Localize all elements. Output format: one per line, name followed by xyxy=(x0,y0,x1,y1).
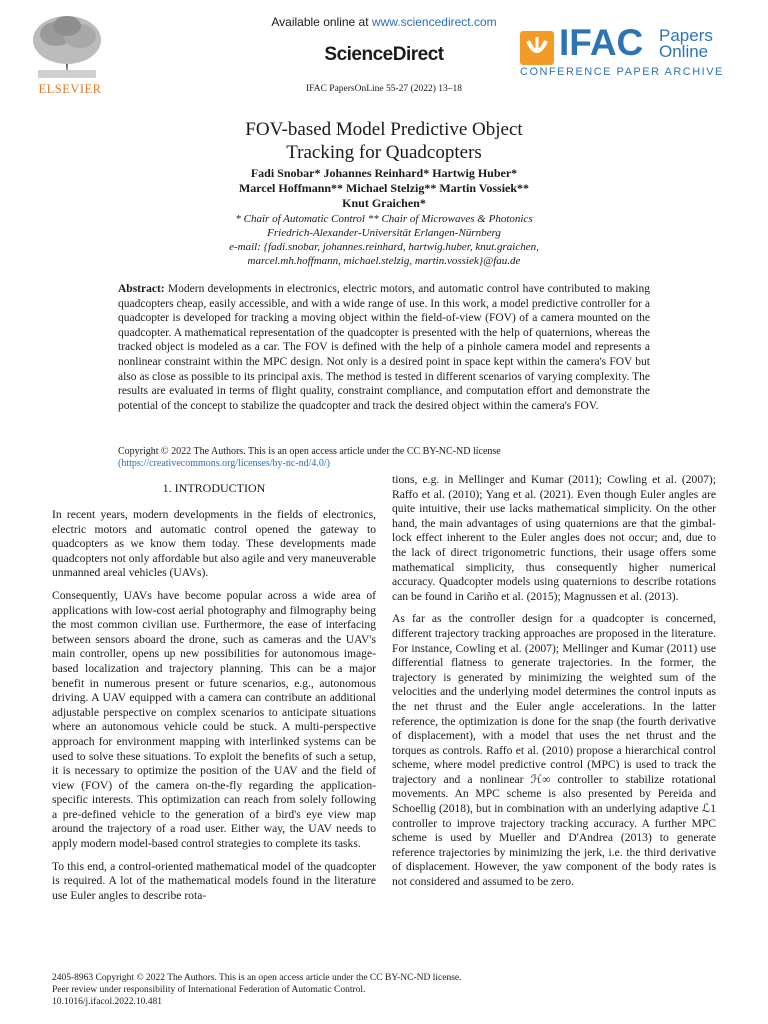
paper-title: FOV-based Model Predictive Object Tracking for Quadcopters xyxy=(245,119,523,163)
section-heading: 1. INTRODUCTION xyxy=(162,481,266,495)
ifac-wordmark: IFAC xyxy=(559,22,644,63)
ifac-emblem-icon xyxy=(520,31,554,65)
paragraph: In recent years, modern developments in the fields of electronics, electric motors and automatic control opened the gateway to quadcopters as we know them today. These developments made quadcopters not only affordable but also agile and very maneuverable unmanned areal vehicles (UAVs). xyxy=(52,508,376,580)
left-column xyxy=(52,508,376,911)
page-footer: 2405-8963 Copyright © 2022 The Authors. This is an open access article under the CC BY-NC-ND license. Peer review under responsibility of International Federation of Automatic Control. 10.1016/j.ifacol.2022.10.481 xyxy=(52,973,462,1007)
paragraph: As far as the controller design for a quadcopter is concerned, different trajectory tracking approaches are proposed in the literature. For instance, Cowling et al. (2007); Mellinger and Kumar (2011) use differential flatness to generate trajectories. In the former, the trajectory is generated by minimizing the weighted sum of the velocities and the underlying model determines the control inputs as the net thrust and the Euler angle accelerations. In the latter reference, the optimization is done for the snap (the fourth derivative of displacement), with a model that uses the net thrust and the torques as controls. Raffo et al. (2010) propose a hierarchical control scheme, where model predictive control (MPC) is used to track the trajectory and a nonlinear ℋ∞ controller to stabilize rotational movements. An MPC scheme is also presented by Pereida and Schoellig (2018), but in combination with an underlying adaptive ℒ1 controller to improve trajectory tracking accuracy. A further MPC scheme is used by Mueller and D'Andrea (2013) to generate reference trajectories by minimizing the jerk, i.e. the third derivative of displacement. However, the yaw component of the body rates is not considered and assumed to be zero. xyxy=(392,612,716,889)
ifac-archive-label: CONFERENCE PAPER ARCHIVE xyxy=(520,66,724,78)
abstract-label: Abstract: xyxy=(118,283,165,295)
license-link[interactable]: (https://creativecommons.org/licenses/by-nc-nd/4.0/) xyxy=(118,458,330,469)
paragraph: To this end, a control-oriented mathematical model of the quadcopter is required. A lot of the mathematical models found in the literature use Euler angles to describe rota- xyxy=(52,859,376,902)
sciencedirect-logo: ScienceDirect xyxy=(324,44,444,65)
ifac-papers-online: Papers Online xyxy=(659,26,713,61)
available-online: Available online at www.sciencedirect.com xyxy=(271,15,497,29)
paragraph: tions, e.g. in Mellinger and Kumar (2011); Cowling et al. (2007); Raffo et al. (2010); Yang et al. (2021). Even though Euler angles are quite intuitive, their use lacks mathematical simplicity. On the other hand, the main advantages of using quaternions are that the gimbal-lock effect inherent to the Euler angles does not occur; and, due to the lack of direct trigonometric functions, their usage offers some mathematical simplicity, thus consequently higher numerical accuracy. Quadcopter models using quaternions to describe rotations can be found in Cariño et al. (2015); Magnussen et al. (2013). xyxy=(392,473,716,603)
affiliations: * Chair of Automatic Control ** Chair of Microwaves & Photonics Friedrich-Alexander-Universität Erlangen-Nürnberg e-mail: {fadi.snobar, johannes.reinhard, hartwig.huber, knut.graichen, marcel.mh.hoffmann, michael.stelzig, martin.vossiek}@fau.de xyxy=(229,213,539,267)
paragraph: Consequently, UAVs have become popular across a wide area of applications with low-cost aerial photography and filmography being the most common civilian use. Furthermore, the ease of interfacing between sensors aboard the drone, such as cameras and the UAV's main controller, opens up new possibilities for autonomous image-based localization and trajectory planning. This can be a major benefit in numerous present or future scenarios, e.g., autonomous driving. A UAV equipped with a camera can contribute an additional adjustable perspective on complex scenarios to anticipate situations where an autonomous vehicle could be stuck. A multi-perspective approach for environment mapping with interlinked systems can be used to solve these situations. To exploit the benefits of such a setup, it is necessary to optimize the position of the UAV and the field of view (FOV) of the camera on-the-fly regarding the application-specific interests. This optimization can reach from solely following a pre-defined vehicle to the generation of a bird's eye view map around the trajectory of a road user. Either way, the UAV needs to apply modern model-based control strategies to complete its tasks. xyxy=(52,588,376,851)
abstract xyxy=(118,282,650,413)
right-column xyxy=(392,473,716,898)
elsevier-wordmark: ELSEVIER xyxy=(38,82,102,96)
copyright-notice: Copyright © 2022 The Authors. This is an open access article under the CC BY-NC-ND license (https://creativecommons.org/licenses/by-nc-nd/4.0/) xyxy=(118,446,650,470)
abstract-text: Modern developments in electronics, electric motors, and automatic control have contributed to making quadcopters cheap, easily accessible, and with a wide range of use. In this work, a model predictive controller for a quadcopter is developed for tracking a moving object within the field-of-view (FOV) of a camera mounted on the quadcopter. A mathematical representation of the quadcopter is presented with the help of quaternions, whereas the tracked object is modeled as a car. The FOV is defined with the help of a pinhole camera model and represents a nonlinear constraint within the MPC design. Not only is a desired point in space kept within the camera's FOV but also as close as possible to its principal axis. The method is tested in different scenarios of varying complexity. The results are evaluated in terms of flight quality, constraint compliance, and computation effort and demonstrate the potential of the concept to stabilize the quadcopter and track the desired object within the camera's FOV. xyxy=(118,283,651,412)
author-list: Fadi Snobar* Johannes Reinhard* Hartwig Huber* Marcel Hoffmann** Michael Stelzig** Martin Vossiek** Knut Graichen* xyxy=(238,166,530,210)
sciencedirect-link[interactable]: www.sciencedirect.com xyxy=(371,15,497,29)
journal-reference: IFAC PapersOnLine 55-27 (2022) 13–18 xyxy=(305,84,463,94)
